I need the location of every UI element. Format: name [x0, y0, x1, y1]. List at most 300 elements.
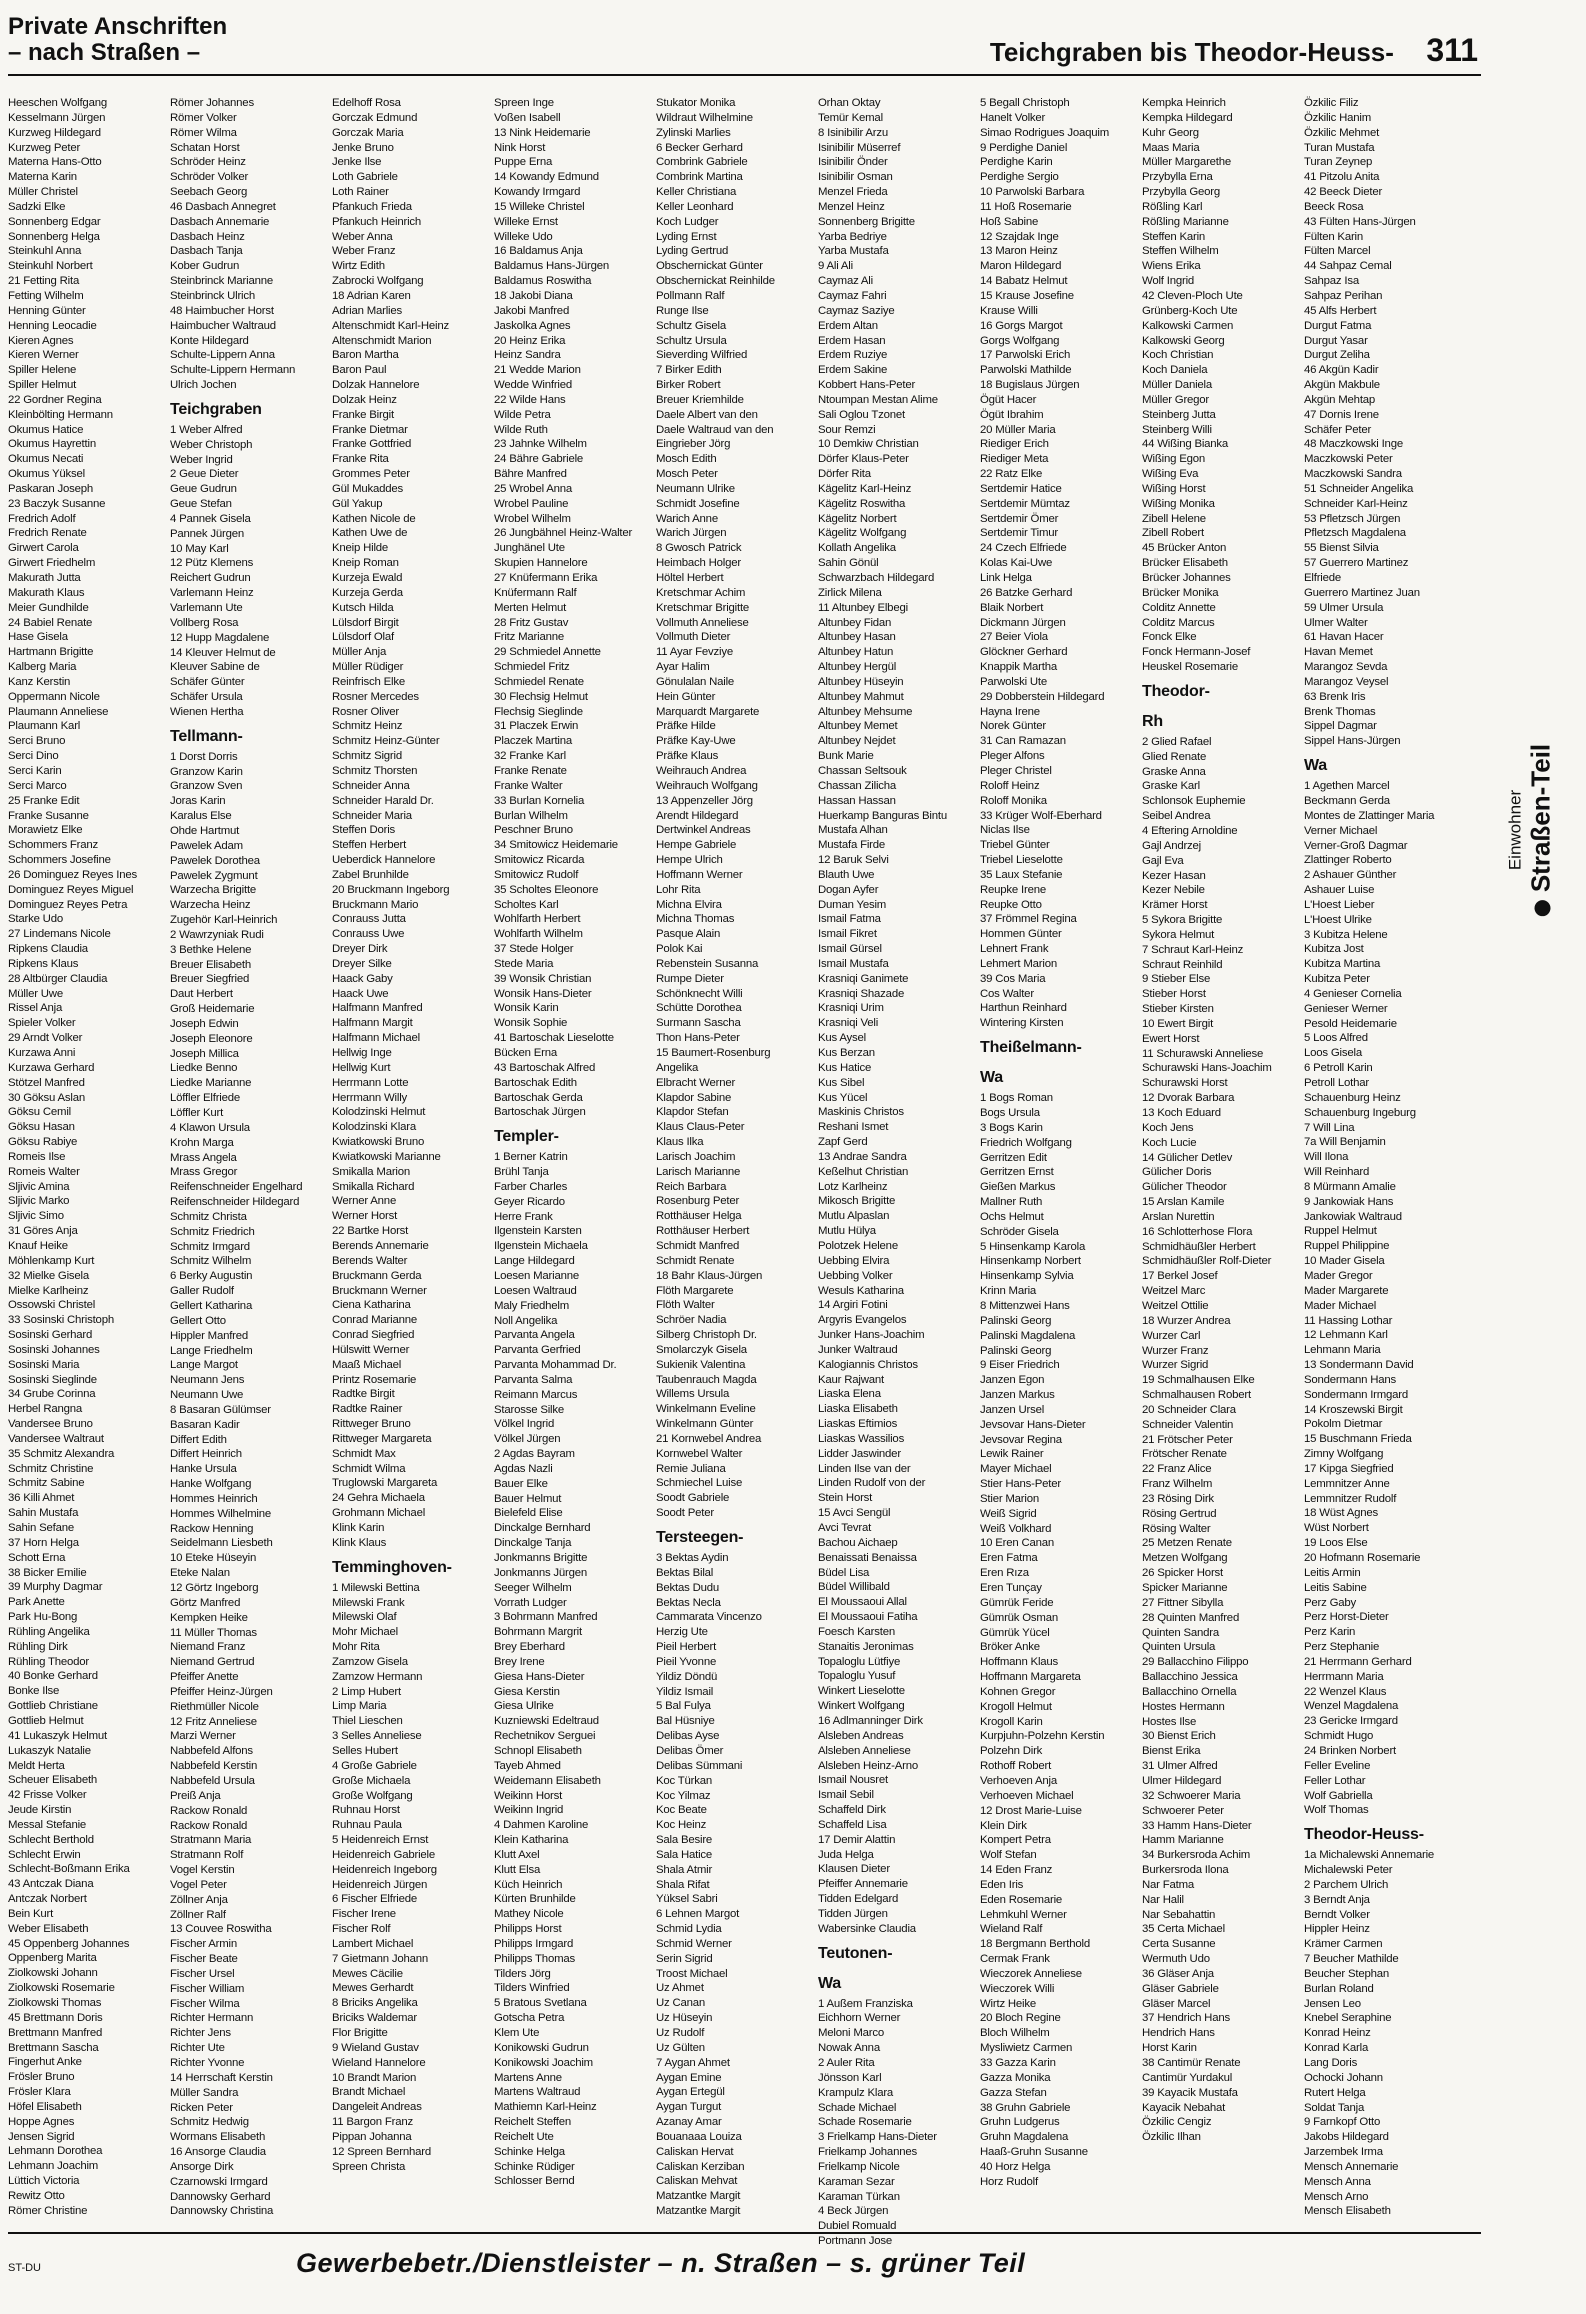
- resident-entry: Geyer Ricardo: [494, 1195, 565, 1208]
- resident-entry: Görtz Manfred: [170, 1596, 241, 1609]
- resident-entry: Steinkuhl Norbert: [8, 260, 93, 273]
- resident-entry: Bauer Elke: [494, 1477, 548, 1490]
- resident-entry: 21 Frötscher Peter: [1142, 1433, 1233, 1446]
- resident-entry: Klink Karin: [332, 1522, 385, 1534]
- resident-entry: 27 Beier Viola: [980, 631, 1048, 644]
- resident-entry: Mrass Gregor: [170, 1166, 238, 1179]
- resident-entry: 5 Begall Christoph: [980, 97, 1070, 109]
- resident-entry: Altunbey Mahmut: [818, 690, 904, 703]
- resident-entry: Kneip Hilde: [332, 542, 389, 555]
- resident-entry: Sljivic Simo: [8, 1210, 64, 1223]
- resident-entry: 16 Ansorge Claudia: [170, 2146, 266, 2159]
- resident-entry: Fritz Marianne: [494, 631, 564, 644]
- resident-entry: 20 Heinz Erika: [494, 334, 566, 347]
- resident-entry: Werner Anne: [332, 1195, 397, 1208]
- resident-entry: 12 Lehmann Karl: [1304, 1329, 1388, 1342]
- resident-entry: Fülten Marcel: [1304, 245, 1371, 258]
- resident-entry: 13 Koch Eduard: [1142, 1107, 1221, 1119]
- resident-entry: 21 Fetting Rita: [8, 275, 80, 288]
- resident-entry: Varlemann Heinz: [170, 587, 254, 600]
- resident-entry: Mewes Cäcilie: [332, 1967, 403, 1980]
- resident-entry: Larisch Marianne: [656, 1165, 741, 1178]
- resident-entry: Gülicher Theodor: [1142, 1181, 1227, 1194]
- resident-entry: Römer Johannes: [170, 97, 254, 109]
- resident-entry: Völkel Ingrid: [494, 1418, 555, 1431]
- resident-entry: Haack Gaby: [332, 972, 393, 985]
- resident-entry: Horz Rudolf: [980, 2175, 1038, 2188]
- resident-entry: Schneider Maria: [332, 809, 412, 822]
- resident-entry: Pieil Yvonne: [656, 1655, 717, 1668]
- resident-entry: Adrian Marlies: [332, 304, 402, 317]
- resident-entry: Burlan Roland: [1304, 1982, 1374, 1995]
- resident-entry: Frielkamp Nicole: [818, 2160, 900, 2173]
- resident-entry: 32 Schwoerer Maria: [1142, 1789, 1241, 1802]
- resident-entry: Dannowsky Christina: [170, 2205, 274, 2218]
- resident-entry: Büdel Lisa: [818, 1566, 870, 1579]
- resident-entry: Schmiechel Luise: [656, 1477, 743, 1490]
- resident-entry: Flechsig Sieglinde: [494, 705, 583, 718]
- resident-entry: Lehmann Maria: [1304, 1344, 1381, 1357]
- resident-entry: Löffler Kurt: [170, 1107, 224, 1119]
- resident-entry: Yildiz Döndü: [656, 1670, 718, 1683]
- resident-entry: 12 Drost Marie-Luise: [980, 1804, 1082, 1817]
- resident-entry: Blaik Norbert: [980, 601, 1044, 614]
- resident-entry: Reichelt Ute: [494, 2130, 554, 2143]
- resident-entry: Krämer Carmen: [1304, 1938, 1383, 1951]
- resident-entry: Sali Oglou Tzonet: [818, 408, 905, 421]
- resident-entry: Dolzak Hannelore: [332, 379, 420, 392]
- resident-entry: Erdem Hasan: [818, 334, 886, 347]
- directory-column: [1142, 96, 1304, 2226]
- resident-entry: 11 Altunbey Elbegi: [818, 601, 908, 614]
- resident-entry: Philipps Thomas: [494, 1952, 575, 1965]
- resident-entry: Sljivic Marko: [8, 1195, 70, 1208]
- resident-entry: Delibas Sümmani: [656, 1759, 743, 1772]
- resident-entry: Rösing Walter: [1142, 1522, 1211, 1535]
- resident-entry: Jenke Ilse: [332, 156, 382, 169]
- resident-entry: Shala Atmir: [656, 1863, 713, 1876]
- resident-entry: Foesch Karsten: [818, 1625, 895, 1638]
- resident-entry: Menzel Frieda: [818, 186, 888, 199]
- resident-entry: Surmann Sascha: [656, 1017, 741, 1030]
- resident-entry: Klein Katharina: [494, 1834, 569, 1847]
- resident-entry: Gellert Otto: [170, 1314, 226, 1327]
- resident-entry: Ballacchino Jessica: [1142, 1671, 1238, 1684]
- resident-entry: Junker Waltraud: [818, 1343, 898, 1356]
- resident-entry: 39 Cos Maria: [980, 972, 1046, 985]
- resident-entry: Gläser Gabriele: [1142, 1982, 1219, 1995]
- resident-entry: Mrass Angela: [170, 1151, 237, 1164]
- resident-entry: Jensen Leo: [1304, 1997, 1361, 2010]
- resident-entry: Romeis Ilse: [8, 1150, 66, 1163]
- resident-entry: Schlecht Erwin: [8, 1848, 81, 1861]
- resident-entry: Beucher Stephan: [1304, 1967, 1390, 1980]
- resident-entry: Fredrich Renate: [8, 527, 87, 540]
- resident-entry: Eichhorn Werner: [818, 2012, 901, 2025]
- resident-entry: Özkilic Cengiz: [1142, 2116, 1212, 2129]
- resident-entry: Kolodzinski Klara: [332, 1121, 416, 1134]
- resident-entry: Schommers Franz: [8, 839, 99, 852]
- resident-entry: 30 Bienst Erich: [1142, 1730, 1216, 1743]
- resident-entry: Gottlieb Christiane: [8, 1700, 98, 1713]
- resident-entry: Müller Rüdiger: [332, 661, 404, 674]
- resident-entry: Oppenberg Marita: [8, 1952, 97, 1965]
- resident-entry: Stein Horst: [818, 1492, 873, 1505]
- resident-entry: Koch Christian: [1142, 349, 1214, 362]
- resident-entry: Vogel Peter: [170, 1878, 227, 1891]
- resident-entry: Schneider Anna: [332, 779, 410, 792]
- resident-entry: Durgut Fatma: [1304, 319, 1372, 332]
- resident-entry: Bruckmann Werner: [332, 1284, 427, 1297]
- resident-entry: Geue Stefan: [170, 498, 232, 511]
- resident-entry: Differt Edith: [170, 1433, 227, 1446]
- resident-entry: Koc Türkan: [656, 1774, 713, 1787]
- resident-entry: Zapf Gerd: [818, 1136, 868, 1149]
- resident-entry: 15 Krause Josefine: [980, 289, 1074, 302]
- resident-entry: Rühling Dirk: [8, 1640, 68, 1653]
- resident-entry: Warzecha Heinz: [170, 899, 251, 912]
- resident-entry: Plaumann Karl: [8, 720, 81, 733]
- street-range-text: Teichgraben bis Theodor-Heuss-: [989, 37, 1394, 67]
- resident-entry: Arslan Nurettin: [1142, 1210, 1215, 1223]
- resident-entry: Jensen Sigrid: [8, 2130, 75, 2143]
- resident-entry: Elfriede: [1304, 572, 1342, 584]
- resident-entry: Alsleben Anneliese: [818, 1744, 911, 1757]
- resident-entry: Gümrük Osman: [980, 1611, 1058, 1624]
- resident-entry: 6 Fischer Elfriede: [332, 1893, 418, 1906]
- resident-entry: 4 Große Gabriele: [332, 1759, 417, 1772]
- resident-entry: Frösler Bruno: [8, 2071, 75, 2084]
- resident-entry: Ulmer Walter: [1304, 616, 1368, 629]
- resident-entry: Zamzow Hermann: [332, 1670, 423, 1683]
- resident-entry: Dörfer Rita: [818, 468, 871, 481]
- resident-entry: Halfmann Manfred: [332, 1002, 423, 1015]
- resident-entry: Kurzweg Peter: [8, 141, 81, 154]
- resident-entry: 1a Michalewski Annemarie: [1304, 1849, 1435, 1862]
- resident-entry: Runge Ilse: [656, 304, 709, 317]
- resident-entry: Linden Ilse van der: [818, 1462, 911, 1475]
- resident-entry: Schraut Reinhild: [1142, 958, 1223, 971]
- resident-entry: Lülsdorf Birgit: [332, 616, 399, 629]
- resident-entry: Franz Wilhelm: [1142, 1478, 1213, 1491]
- resident-entry: Edelhoff Rosa: [332, 97, 401, 109]
- resident-entry: Pawelek Dorothea: [170, 854, 260, 867]
- resident-entry: Combrink Gabriele: [656, 156, 748, 169]
- resident-entry: Granzow Sven: [170, 780, 243, 793]
- resident-entry: Loth Gabriele: [332, 171, 398, 184]
- resident-entry: 19 Schmalhausen Elke: [1142, 1374, 1255, 1387]
- resident-entry: Hassan Hassan: [818, 794, 896, 807]
- resident-entry: Caymaz Fahri: [818, 289, 887, 302]
- resident-entry: Brey Eberhard: [494, 1641, 565, 1654]
- resident-entry: Kollath Angelika: [818, 542, 896, 555]
- resident-entry: 16 Baldamus Anja: [494, 245, 583, 258]
- resident-entry: Kurzawa Gerhard: [8, 1061, 95, 1074]
- resident-entry: Smolarczyk Gisela: [656, 1343, 747, 1356]
- resident-entry: Kurpjuhn-Polzehn Kerstin: [980, 1730, 1105, 1743]
- resident-entry: Vandersee Waltraut: [8, 1432, 104, 1445]
- resident-entry: Kezer Nebile: [1142, 884, 1205, 897]
- resident-entry: Parvanta Angela: [494, 1329, 575, 1342]
- resident-entry: Heimbach Holger: [656, 557, 741, 570]
- resident-entry: 3 Selles Anneliese: [332, 1730, 422, 1743]
- resident-entry: Peschner Bruno: [494, 824, 573, 837]
- resident-entry: Hippler Heinz: [1304, 1923, 1370, 1936]
- resident-entry: Sonnenberg Brigitte: [818, 215, 915, 228]
- resident-entry: Gül Mukaddes: [332, 482, 404, 495]
- resident-entry: Hellwig Kurt: [332, 1061, 391, 1074]
- resident-entry: Gül Yakup: [332, 497, 383, 510]
- resident-entry: Zöllner Anja: [170, 1893, 228, 1906]
- resident-entry: 45 Brücker Anton: [1142, 542, 1227, 555]
- resident-entry: 14 Eden Franz: [980, 1864, 1053, 1877]
- resident-entry: Rühling Theodor: [8, 1655, 90, 1668]
- resident-entry: Eden Rosemarie: [980, 1893, 1063, 1906]
- resident-entry: 29 Schmiedel Annette: [494, 646, 601, 659]
- resident-entry: 35 Scholtes Eleonore: [494, 883, 599, 896]
- resident-entry: Baldamus Roswitha: [494, 275, 592, 288]
- resident-entry: El Moussaoui Allal: [818, 1596, 907, 1609]
- resident-entry: Hoffmann Klaus: [980, 1656, 1059, 1669]
- resident-entry: 33 Gazza Karin: [980, 2057, 1056, 2069]
- resident-entry: Reifenschneider Engelhard: [170, 1181, 303, 1194]
- resident-entry: Wonsik Karin: [494, 1002, 559, 1015]
- resident-entry: Schmidt Wilma: [332, 1462, 406, 1475]
- resident-entry: Hellwig Inge: [332, 1047, 392, 1059]
- resident-entry: Wildraut Wilhelmine: [656, 111, 753, 124]
- resident-entry: Michna Thomas: [656, 913, 735, 926]
- resident-entry: Schmidhäußler Herbert: [1142, 1240, 1256, 1253]
- resident-entry: Dominguez Reyes Petra: [8, 898, 128, 911]
- resident-entry: Romeis Walter: [8, 1165, 80, 1178]
- resident-entry: Ashauer Luise: [1304, 884, 1375, 897]
- resident-entry: Mathiemn Karl-Heinz: [494, 2101, 597, 2114]
- resident-entry: 9 Perdighe Daniel: [980, 141, 1068, 154]
- resident-entry: Schinke Helga: [494, 2145, 565, 2158]
- resident-entry: 37 Horn Helga: [8, 1536, 79, 1549]
- resident-entry: 45 Brettmann Doris: [8, 2011, 103, 2024]
- resident-entry: Konikowski Gudrun: [494, 2041, 589, 2054]
- resident-entry: Verner-Groß Dagmar: [1304, 839, 1408, 852]
- resident-entry: Kürten Brunhilde: [494, 1893, 576, 1906]
- directory-column: [494, 96, 656, 2226]
- resident-entry: 24 Czech Elfriede: [980, 542, 1067, 555]
- resident-entry: Wiens Erika: [1142, 260, 1201, 273]
- resident-entry: Oppermann Nicole: [8, 690, 100, 703]
- resident-entry: Gümrük Feride: [980, 1596, 1054, 1609]
- resident-entry: 43 Fülten Hans-Jürgen: [1304, 215, 1416, 228]
- resident-entry: Koch Lucie: [1142, 1136, 1197, 1149]
- resident-entry: Stier Marion: [980, 1492, 1040, 1505]
- resident-entry: Mader Margarete: [1304, 1284, 1389, 1297]
- resident-entry: Rewitz Otto: [8, 2189, 65, 2202]
- resident-entry: Ossowski Christel: [8, 1299, 96, 1312]
- resident-entry: Kowandy Irmgard: [494, 186, 581, 199]
- resident-entry: Kohnen Gregor: [980, 1685, 1056, 1698]
- resident-entry: Janzen Markus: [980, 1389, 1055, 1402]
- resident-entry: Perdighe Sergio: [980, 171, 1059, 184]
- resident-entry: Schmitz Christa: [170, 1210, 247, 1223]
- resident-entry: Wienen Hertha: [170, 705, 244, 718]
- resident-entry: Frösler Klara: [8, 2086, 71, 2099]
- resident-entry: Perz Stephanie: [1304, 1641, 1380, 1654]
- resident-entry: 38 Gruhn Gabriele: [980, 2101, 1071, 2114]
- resident-entry: Bücken Erna: [494, 1047, 558, 1059]
- resident-entry: Sertdemir Ömer: [980, 512, 1059, 525]
- resident-entry: Sippel Dagmar: [1304, 720, 1377, 733]
- resident-entry: Pippan Johanna: [332, 2130, 412, 2143]
- resident-entry: 12 Hupp Magdalene: [170, 631, 270, 644]
- resident-entry: Isinibilir Müserref: [818, 141, 901, 154]
- resident-entry: 11 Müller Thomas: [170, 1626, 257, 1639]
- resident-entry: Steffen Wilhelm: [1142, 245, 1219, 258]
- resident-entry: Caliskan Kerziban: [656, 2160, 745, 2173]
- resident-entry: Spreen Christa: [332, 2160, 406, 2173]
- resident-entry: Topaloglu Lütfiye: [818, 1655, 901, 1668]
- resident-entry: Werner Horst: [332, 1210, 398, 1223]
- resident-entry: 26 Dominguez Reyes Ines: [8, 868, 137, 881]
- resident-entry: Hanke Ursula: [170, 1463, 237, 1476]
- resident-entry: Dertwinkel Andreas: [656, 824, 751, 837]
- resident-entry: Altunbey Nejdet: [818, 735, 896, 748]
- resident-entry: Bachou Aichaep: [818, 1536, 898, 1549]
- resident-entry: Liedke Benno: [170, 1062, 238, 1075]
- resident-entry: Erdem Ruziye: [818, 349, 888, 362]
- resident-entry: Krämer Horst: [1142, 899, 1208, 912]
- resident-entry: Jakobi Manfred: [494, 304, 570, 317]
- resident-entry: Altunbey Hergül: [818, 661, 897, 674]
- street-range-title: [990, 32, 1478, 69]
- resident-entry: Giesa Kerstin: [494, 1685, 560, 1698]
- resident-entry: Altenschmidt Marion: [332, 334, 432, 347]
- resident-entry: Haaß-Gruhn Susanne: [980, 2146, 1088, 2159]
- resident-entry: Willeke Ernst: [494, 215, 558, 228]
- resident-entry: Yarba Mustafa: [818, 245, 889, 258]
- resident-entry: Scholtes Karl: [494, 898, 559, 911]
- resident-entry: 13 Couvee Roswitha: [170, 1923, 272, 1936]
- resident-entry: Kus Berzan: [818, 1047, 875, 1059]
- resident-entry: Wilde Ruth: [494, 423, 548, 436]
- resident-entry: Obschernickat Reinhilde: [656, 275, 775, 288]
- resident-entry: Puppe Erna: [494, 156, 553, 169]
- resident-entry: 18 Jakobi Diana: [494, 289, 573, 302]
- resident-entry: Rumpe Dieter: [656, 972, 724, 985]
- resident-entry: Schmitz Sigrid: [332, 750, 402, 763]
- resident-entry: Wabersinke Claudia: [818, 1922, 916, 1935]
- resident-entry: Knauf Heike: [8, 1239, 68, 1252]
- resident-entry: 15 Baumert-Rosenburg: [656, 1047, 771, 1059]
- resident-entry: Bartoschak Edith: [494, 1076, 577, 1089]
- resident-entry: 14 Gülicher Detlev: [1142, 1151, 1233, 1164]
- resident-entry: Bohrmann Margrit: [494, 1626, 582, 1639]
- resident-entry: Caliskan Hervat: [656, 2145, 734, 2158]
- resident-entry: 32 Mielke Gisela: [8, 1269, 90, 1282]
- resident-entry: Rittweger Margareta: [332, 1432, 432, 1445]
- resident-entry: Willeke Udo: [494, 230, 553, 243]
- directory-column: [170, 96, 332, 2226]
- section-title-line2: – nach Straßen –: [8, 39, 201, 66]
- resident-entry: Plaumann Anneliese: [8, 705, 109, 718]
- resident-entry: Ögüt Hacer: [980, 393, 1037, 406]
- resident-entry: Roloff Heinz: [980, 779, 1040, 792]
- resident-entry: Lehmert Marion: [980, 957, 1057, 970]
- resident-entry: Duman Yesim: [818, 898, 887, 911]
- resident-entry: Metzen Wolfgang: [1142, 1552, 1228, 1565]
- resident-entry: Reifenschneider Hildegard: [170, 1196, 300, 1209]
- resident-entry: Paskaran Joseph: [8, 482, 94, 495]
- resident-entry: Placzek Martina: [494, 735, 573, 748]
- resident-entry: Dreyer Dirk: [332, 943, 388, 956]
- resident-entry: Fülten Karin: [1304, 230, 1364, 243]
- resident-entry: Schäfer Peter: [1304, 423, 1372, 436]
- resident-entry: Hoffmann Margareta: [980, 1671, 1081, 1684]
- resident-entry: Kalkowski Carmen: [1142, 319, 1234, 332]
- resident-entry: 18 Wüst Agnes: [1304, 1507, 1379, 1520]
- resident-entry: Kwiatkowski Bruno: [332, 1136, 425, 1149]
- resident-entry: Sippel Hans-Jürgen: [1304, 735, 1401, 748]
- resident-entry: Taubenrauch Magda: [656, 1373, 757, 1386]
- resident-entry: Schmalhausen Robert: [1142, 1389, 1251, 1402]
- resident-entry: Hamm Marianne: [1142, 1834, 1224, 1847]
- resident-entry: 17 Berkel Josef: [1142, 1270, 1218, 1283]
- resident-entry: 8 Gwosch Patrick: [656, 542, 742, 555]
- resident-entry: Wonsik Hans-Dieter: [494, 987, 592, 1000]
- resident-entry: 8 Mürmann Amalie: [1304, 1180, 1396, 1193]
- resident-entry: Park Anette: [8, 1596, 65, 1609]
- resident-entry: Schneider Harald Dr.: [332, 794, 434, 807]
- resident-entry: Zylinski Marlies: [656, 126, 731, 139]
- resident-entry: Schmidt Renate: [656, 1254, 735, 1267]
- resident-entry: Quinten Ursula: [1142, 1641, 1216, 1654]
- resident-entry: Vollberg Rosa: [170, 616, 239, 629]
- resident-entry: Heuskel Rosemarie: [1142, 661, 1238, 674]
- resident-entry: Schröder Volker: [170, 171, 249, 184]
- resident-entry: 3 Bogs Karin: [980, 1121, 1043, 1134]
- resident-entry: Koch Ludger: [656, 215, 719, 228]
- resident-entry: Fischer Rolf: [332, 1923, 391, 1936]
- resident-entry: 37 Stede Holger: [494, 943, 574, 956]
- resident-entry: Pollmann Ralf: [656, 289, 725, 302]
- resident-entry: Spicker Marianne: [1142, 1582, 1228, 1594]
- resident-entry: 1 Bogs Roman: [980, 1092, 1053, 1105]
- resident-entry: Turan Zeynep: [1304, 156, 1373, 169]
- resident-entry: Stratmann Rolf: [170, 1849, 244, 1862]
- resident-entry: Agdas Nazli: [494, 1462, 553, 1475]
- resident-entry: Rissel Anja: [8, 1002, 63, 1015]
- resident-entry: Menzel Heinz: [818, 200, 885, 213]
- resident-entry: Wolf Stefan: [980, 1849, 1037, 1862]
- resident-entry: Kus Yücel: [818, 1091, 868, 1104]
- resident-entry: Gajl Eva: [1142, 854, 1184, 867]
- resident-entry: Geue Gudrun: [170, 483, 237, 496]
- resident-entry: 35 Laux Stefanie: [980, 868, 1063, 881]
- resident-entry: Sertdemir Timur: [980, 527, 1059, 540]
- resident-entry: Gellert Katharina: [170, 1299, 253, 1312]
- resident-entry: 29 Dobberstein Hildegard: [980, 690, 1105, 703]
- resident-entry: Zamzow Gisela: [332, 1655, 408, 1668]
- resident-entry: Altunbey Hüseyin: [818, 675, 904, 688]
- resident-entry: Sosinski Maria: [8, 1358, 80, 1371]
- resident-entry: Link Helga: [980, 572, 1032, 584]
- resident-entry: Altunbey Hatun: [818, 646, 894, 659]
- resident-entry: Bloch Wilhelm: [980, 2027, 1050, 2040]
- resident-entry: 12 Spreen Bernhard: [332, 2145, 431, 2158]
- resident-entry: 16 Schlotterhose Flora: [1142, 1225, 1253, 1238]
- resident-entry: Conrad Marianne: [332, 1314, 418, 1327]
- resident-entry: Loth Rainer: [332, 186, 389, 199]
- resident-entry: Parwolski Mathilde: [980, 364, 1072, 377]
- resident-entry: Franke Susanne: [8, 809, 89, 822]
